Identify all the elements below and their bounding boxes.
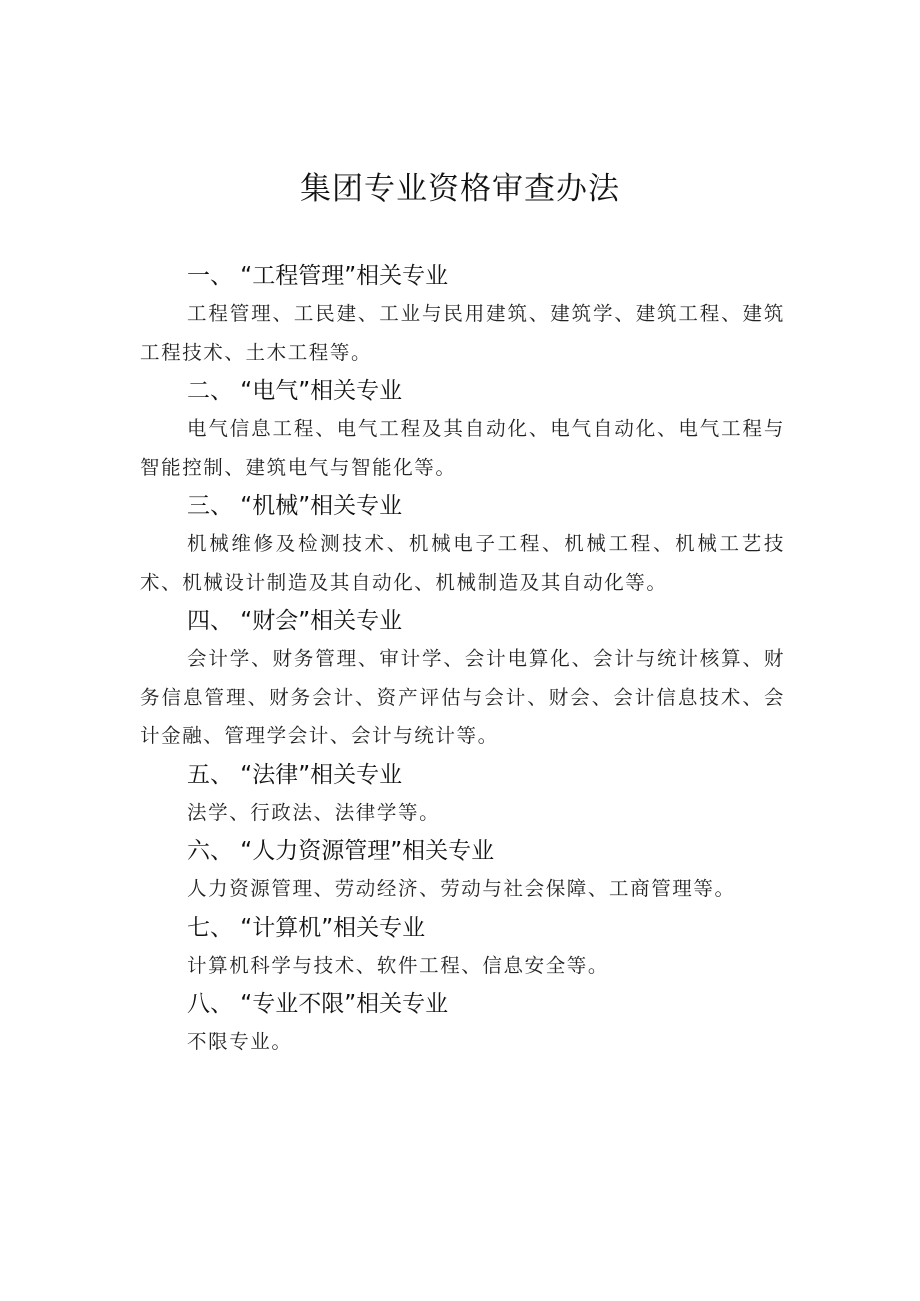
section-heading: 五、 “法律”相关专业 xyxy=(187,761,403,788)
section-heading: 四、 “财会”相关专业 xyxy=(187,608,403,634)
section-body: 工程管理、工民建、工业与民用建筑、建筑学、建筑工程、建筑工程技术、土木工程等。 xyxy=(140,302,785,364)
section-law xyxy=(140,756,785,833)
section-heading: 一、 “工程管理”相关专业 xyxy=(187,263,449,289)
section-unrestricted xyxy=(140,985,785,1062)
section-heading: 七、 “计算机”相关专业 xyxy=(187,914,426,941)
section-body: 机械维修及检测技术、机械电子工程、机械工程、机械工艺技术、机械设计制造及其自动化、机械制造及其自动化等。 xyxy=(140,532,785,594)
section-electrical xyxy=(140,372,785,487)
section-human-resources xyxy=(140,832,785,909)
section-finance-accounting xyxy=(140,602,785,756)
section-mechanical xyxy=(140,487,785,602)
section-body: 计算机科学与技术、软件工程、信息安全等。 xyxy=(187,953,610,977)
section-heading: 六、 “人力资源管理”相关专业 xyxy=(187,838,495,864)
section-body: 人力资源管理、劳动经济、劳动与社会保障、工商管理等。 xyxy=(187,877,736,900)
section-body: 会计学、财务管理、审计学、会计电算化、会计与统计核算、财务信息管理、财务会计、资产评估与会计、财会、会计信息技术、会计金融、管理学会计、会计与统计等。 xyxy=(140,647,785,747)
document-content xyxy=(140,257,785,1062)
section-heading: 二、 “电气”相关专业 xyxy=(187,378,403,404)
section-computer xyxy=(140,909,785,986)
section-body: 电气信息工程、电气工程及其自动化、电气自动化、电气工程与智能控制、建筑电气与智能化等。 xyxy=(140,417,785,479)
document-title: 集团专业资格审查办法 xyxy=(300,171,620,207)
section-body: 不限专业。 xyxy=(187,1030,293,1053)
section-heading: 三、 “机械”相关专业 xyxy=(187,493,403,519)
section-engineering-management xyxy=(140,257,785,372)
section-heading: 八、 “专业不限”相关专业 xyxy=(187,991,449,1017)
section-body: 法学、行政法、法律学等。 xyxy=(187,800,441,824)
